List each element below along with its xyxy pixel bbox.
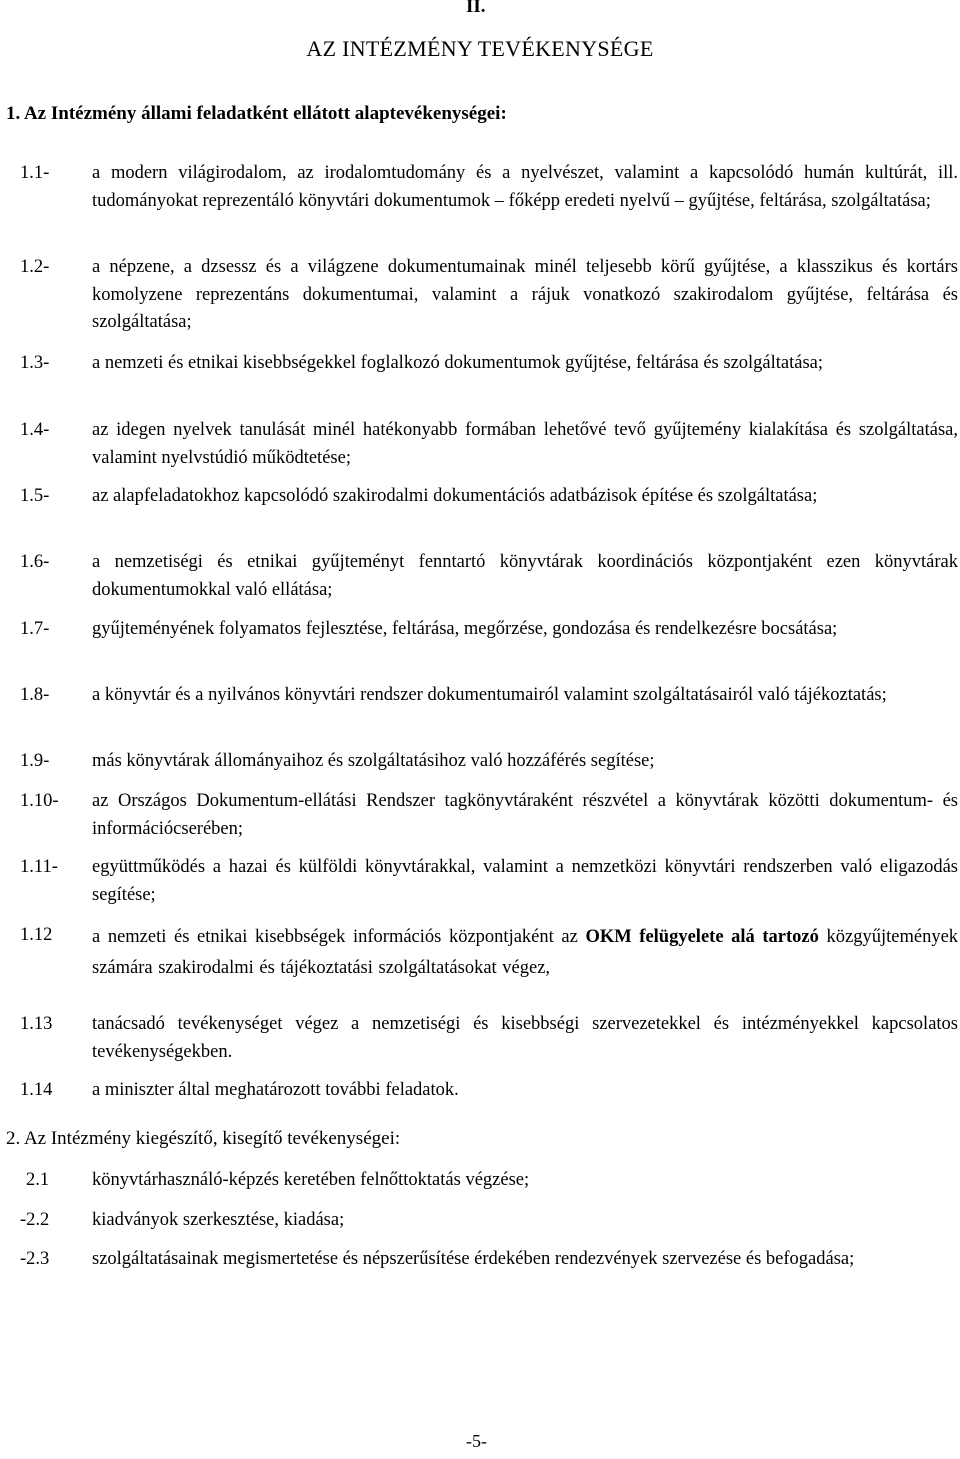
item-number: 1.4- — [20, 420, 50, 440]
item-text: más könyvtárak állományaihoz és szolgáltatásihoz való hozzáférés segítése; — [92, 751, 655, 771]
section-1-heading: 1. Az Intézmény állami feladatként ellátott alaptevékenységei: — [6, 103, 507, 124]
item-number: 1.5- — [20, 486, 50, 506]
item-text: könyvtárhasználó-képzés keretében felnőttoktatás végzése; — [92, 1170, 530, 1190]
item-number: 1.14 — [20, 1080, 53, 1100]
item-text: az Országos Dokumentum-ellátási Rendszer tagkönyvtáraként részvétel a könyvtárak közötti dokumentum- és információcserében; — [92, 791, 958, 839]
item-number: 2.1 — [26, 1170, 50, 1190]
item-text-part-a: a nemzeti és etnikai kisebbségek információs központjaként az — [92, 927, 578, 947]
item-number: 1.2- — [20, 257, 50, 277]
item-text: tanácsadó tevékenységet végez a nemzetiségi és kisebbségi szervezetekkel és intézményekkel kapcsolatos tevékenységekben. — [92, 1014, 958, 1062]
item-text: a nemzetiségi és etnikai gyűjteményt fenntartó könyvtárak koordinációs központjaként ezen könyvtárak dokumentumokkal való ellátása; — [92, 552, 958, 600]
item-number: -2.3 — [20, 1249, 50, 1269]
item-number: 1.8- — [20, 685, 50, 705]
page-number: -5- — [466, 1431, 487, 1451]
item-number: 1.6- — [20, 552, 50, 572]
item-text: együttműködés a hazai és külföldi könyvtárakkal, valamint a nemzetközi könyvtári rendszerben való eligazodás segítése; — [92, 857, 958, 905]
item-number: 1.3- — [20, 353, 50, 373]
item-text: gyűjteményének folyamatos fejlesztése, feltárása, megőrzése, gondozása és rendelkezésre bocsátása; — [92, 619, 838, 639]
section-2-heading: 2. Az Intézmény kiegészítő, kisegítő tevékenységei: — [6, 1128, 401, 1149]
item-text-bold: OKM felügyelete alá tartozó — [585, 927, 819, 947]
item-number: 1.7- — [20, 619, 50, 639]
item-number: 1.12 — [20, 925, 53, 945]
item-text: szolgáltatásainak megismertetése és népszerűsítése érdekében rendezvények szervezése és befogadása; — [92, 1249, 855, 1269]
item-number: 1.1- — [20, 163, 50, 183]
item-number: 1.11- — [20, 857, 58, 877]
item-text: a nemzeti és etnikai kisebbségekkel foglalkozó dokumentumok gyűjtése, feltárása és szolgáltatása; — [92, 353, 824, 373]
chapter-number: II. — [466, 0, 486, 17]
item-text: kiadványok szerkesztése, kiadása; — [92, 1210, 345, 1230]
item-text-part-b: közgyűjtemények számára szakirodalmi és tájékoztatási szolgáltatásokat végez, — [92, 927, 959, 978]
item-text — [92, 922, 958, 984]
item-text: a könyvtár és a nyilvános könyvtári rendszer dokumentumairól valamint szolgáltatásairól való tájékoztatás; — [92, 685, 887, 705]
item-number: 1.13 — [20, 1014, 53, 1034]
item-text: az idegen nyelvek tanulását minél hatékonyabb formában lehetővé tevő gyűjtemény kialakítása és szolgáltatása, valamint nyelvstúdió működtetése; — [92, 420, 958, 468]
item-number: -2.2 — [20, 1210, 50, 1230]
item-text: a miniszter által meghatározott további feladatok. — [92, 1080, 459, 1100]
item-text: a modern világirodalom, az irodalomtudomány és a nyelvészet, valamint a kapcsolódó humán kultúrát, ill. tudományokat reprezentáló könyvtári dokumentumok – főképp eredeti nyelvű – gyűjtése, feltárása, szolgáltatása; — [92, 163, 958, 211]
page-title: AZ INTÉZMÉNY TEVÉKENYSÉGE — [306, 36, 654, 61]
item-number: 1.9- — [20, 751, 50, 771]
item-number: 1.10- — [20, 791, 59, 811]
item-text: az alapfeladatokhoz kapcsolódó szakirodalmi dokumentációs adatbázisok építése és szolgáltatása; — [92, 486, 818, 506]
item-text: a népzene, a dzsessz és a világzene dokumentumainak minél teljesebb körű gyűjtése, a klasszikus és kortárs komolyzene reprezentáns dokumentumai, valamint a rájuk vonatkozó szakirodalom gyűjtése, feltárása és szolgáltatása; — [92, 257, 958, 332]
